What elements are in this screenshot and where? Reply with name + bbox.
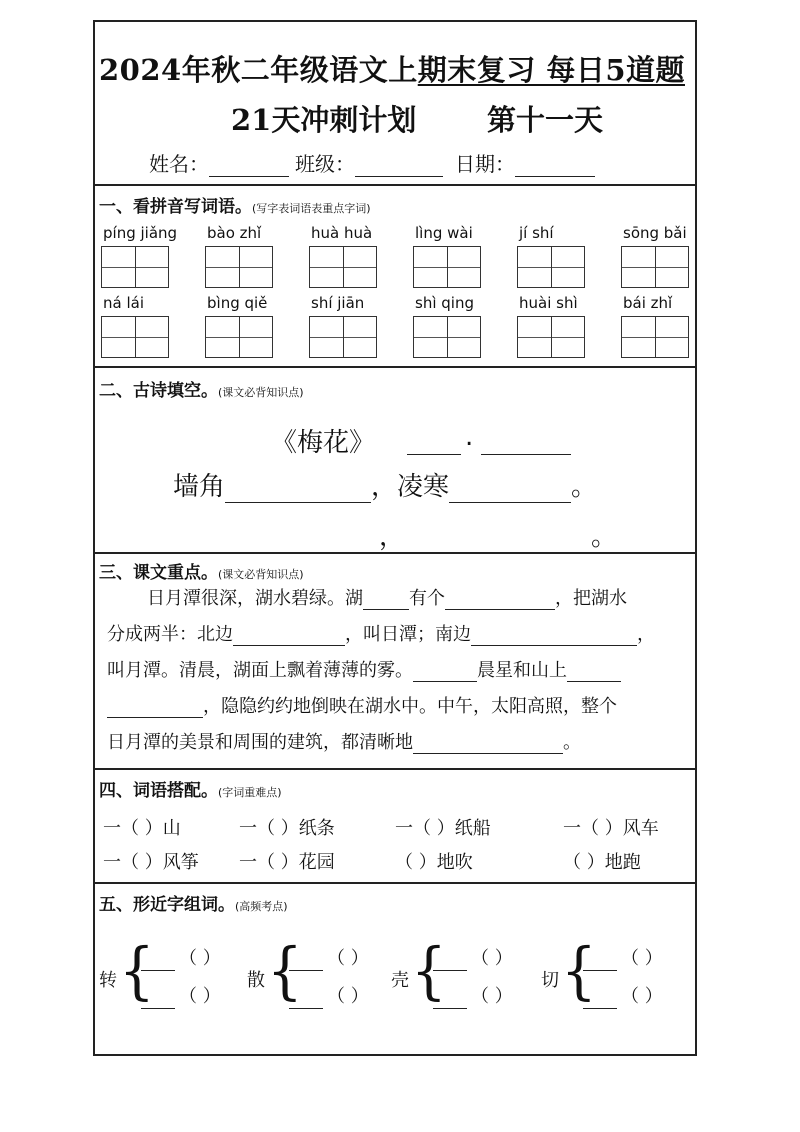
word-match-item[interactable]: 一（ ）山 [103,818,181,839]
grid-cell[interactable] [310,317,344,357]
base-character: 散 [247,970,265,991]
writing-grid[interactable] [309,316,377,358]
writing-grid[interactable] [621,246,689,288]
grid-cell[interactable] [310,247,344,287]
word-match-item[interactable]: 一（ ）风筝 [103,852,199,873]
blank-3[interactable] [233,625,345,646]
section5-title: 五、形近字组词。(高频考点) [99,895,288,915]
answer-line[interactable] [289,1008,323,1009]
grid-cell[interactable] [102,247,136,287]
grid-cell[interactable] [622,317,656,357]
section1-title: 一、看拼音写词语。(写字表词语表重点字词) [99,197,371,217]
answer-line[interactable] [583,970,617,971]
brace-icon: { [119,935,155,1008]
grid-cell[interactable] [344,247,377,287]
date-field[interactable]: 日期： [455,148,595,177]
answer-line[interactable] [289,970,323,971]
day-label: 第十一天 [487,103,604,137]
pinyin-label: píng jiǎng [103,224,178,242]
text-line-5: 日月潭的美景和周围的建筑，都清晰地 。 [107,732,581,753]
answer-paren[interactable]: （ ） [621,948,663,969]
writing-grid[interactable] [517,246,585,288]
pinyin-label: lìng wài [415,224,473,242]
brace-icon: { [267,935,303,1008]
grid-cell[interactable] [102,317,136,357]
poem-blank-3[interactable] [173,524,379,553]
section4-note: (字词重难点) [218,786,282,799]
answer-paren[interactable]: （ ） [471,986,513,1007]
worksheet [93,20,697,1056]
poem-dot: . [465,422,474,452]
writing-grid[interactable] [101,246,169,288]
title-underlined: 期末复习 每日5道题 [417,53,685,87]
section3-note: (课文必背知识点) [218,568,304,581]
writing-grid[interactable] [309,246,377,288]
writing-grid[interactable] [517,316,585,358]
grid-cell[interactable] [656,317,689,357]
pinyin-label: jí shí [519,224,554,242]
section4-title: 四、词语搭配。(字词重难点) [99,781,282,801]
writing-grid[interactable] [101,316,169,358]
answer-line[interactable] [583,1008,617,1009]
section5-note: (高频考点) [235,900,288,913]
answer-paren[interactable]: （ ） [327,948,369,969]
section3-title: 三、课文重点。(课文必背知识点) [99,563,304,583]
poem-line1: 墙角 ，凌寒 。 [173,472,598,502]
blank-7[interactable] [107,697,203,718]
writing-grid[interactable] [205,246,273,288]
grid-cell[interactable] [518,317,552,357]
grid-cell[interactable] [656,247,689,287]
text-line-3: 叫月潭。清晨，湖面上飘着薄薄的雾。 晨星和山上 [107,656,621,682]
word-match-item[interactable]: 一（ ）纸条 [239,818,335,839]
grid-cell[interactable] [552,317,585,357]
writing-grid[interactable] [413,246,481,288]
answer-line[interactable] [433,970,467,971]
writing-grid[interactable] [205,316,273,358]
blank-4[interactable] [471,625,637,646]
grid-cell[interactable] [552,247,585,287]
grid-cell[interactable] [344,317,377,357]
answer-paren[interactable]: （ ） [179,986,221,1007]
divider [95,366,695,368]
grid-cell[interactable] [518,247,552,287]
answer-paren[interactable]: （ ） [621,986,663,1007]
pinyin-label: bào zhǐ [207,224,262,242]
grid-cell[interactable] [414,317,448,357]
pinyin-label: shí jiān [311,294,365,312]
word-match-item[interactable]: 一（ ）花园 [239,852,335,873]
pinyin-label: huài shì [519,294,578,312]
text-line-4: ，隐隐约约地倒映在湖水中。中午，太阳高照，整个 [107,692,617,718]
author-dynasty-blank[interactable] [407,430,461,455]
grid-cell[interactable] [240,247,273,287]
poem-blank-1[interactable] [225,474,371,503]
worksheet-title [99,48,685,89]
brace-icon: { [561,935,597,1008]
answer-paren[interactable]: （ ） [327,986,369,1007]
grid-cell[interactable] [414,247,448,287]
blank-6[interactable] [567,661,621,682]
text-line-1: 日月潭很深，湖水碧绿。湖 有个 ，把湖水 [147,588,627,609]
section1-note: (写字表词语表重点字词) [252,202,371,215]
section2-note: (课文必背知识点) [218,386,304,399]
base-character: 壳 [391,970,409,991]
word-match-item[interactable]: （ ）地吹 [395,852,473,873]
grid-cell[interactable] [206,247,240,287]
pinyin-label: bìng qiě [207,294,268,312]
title-plain: 2024年秋二年级语文上 [99,53,418,87]
pinyin-label: ná lái [103,294,144,312]
grid-cell[interactable] [448,317,481,357]
pinyin-label: shì qing [415,294,474,312]
word-match-item[interactable]: 一（ ）纸船 [395,818,491,839]
answer-line[interactable] [141,1008,175,1009]
writing-grid[interactable] [621,316,689,358]
blank-2[interactable] [445,589,555,610]
word-match-item[interactable]: （ ）地跑 [563,852,641,873]
brace-icon: { [411,935,447,1008]
poem-blank-4[interactable] [411,524,591,553]
grid-cell[interactable] [136,317,169,357]
writing-grid[interactable] [413,316,481,358]
pinyin-label: sōng bǎi [623,224,687,242]
divider [95,184,695,186]
word-match-item[interactable]: 一（ ）风车 [563,818,659,839]
answer-paren[interactable]: （ ） [471,948,513,969]
divider [95,882,695,884]
text-line-2: 分成两半：北边 ，叫日潭；南边 ， [107,624,655,645]
poem-line2: ， 。 [173,516,617,553]
plan-label: 21天冲刺计划 [231,103,417,137]
author-blank[interactable] [481,430,571,455]
section2-title: 二、古诗填空。(课文必背知识点) [99,381,304,401]
pinyin-label: bái zhǐ [623,294,673,312]
blank-5[interactable] [413,661,477,682]
grid-cell[interactable] [206,317,240,357]
grid-cell[interactable] [136,247,169,287]
answer-line[interactable] [433,1008,467,1009]
grid-cell[interactable] [240,317,273,357]
name-field[interactable]: 姓名： [149,148,289,177]
poem-title: 《梅花》 [271,428,376,458]
answer-line[interactable] [141,970,175,971]
divider [95,552,695,554]
grid-cell[interactable] [622,247,656,287]
blank-8[interactable] [413,733,563,754]
answer-paren[interactable]: （ ） [179,948,221,969]
divider [95,768,695,770]
class-field[interactable]: 班级： [295,148,443,177]
base-character: 切 [541,970,559,991]
grid-cell[interactable] [448,247,481,287]
poem-blank-2[interactable] [449,474,571,503]
base-character: 转 [99,970,117,991]
blank-1[interactable] [363,589,409,610]
pinyin-label: huà huà [311,224,373,242]
